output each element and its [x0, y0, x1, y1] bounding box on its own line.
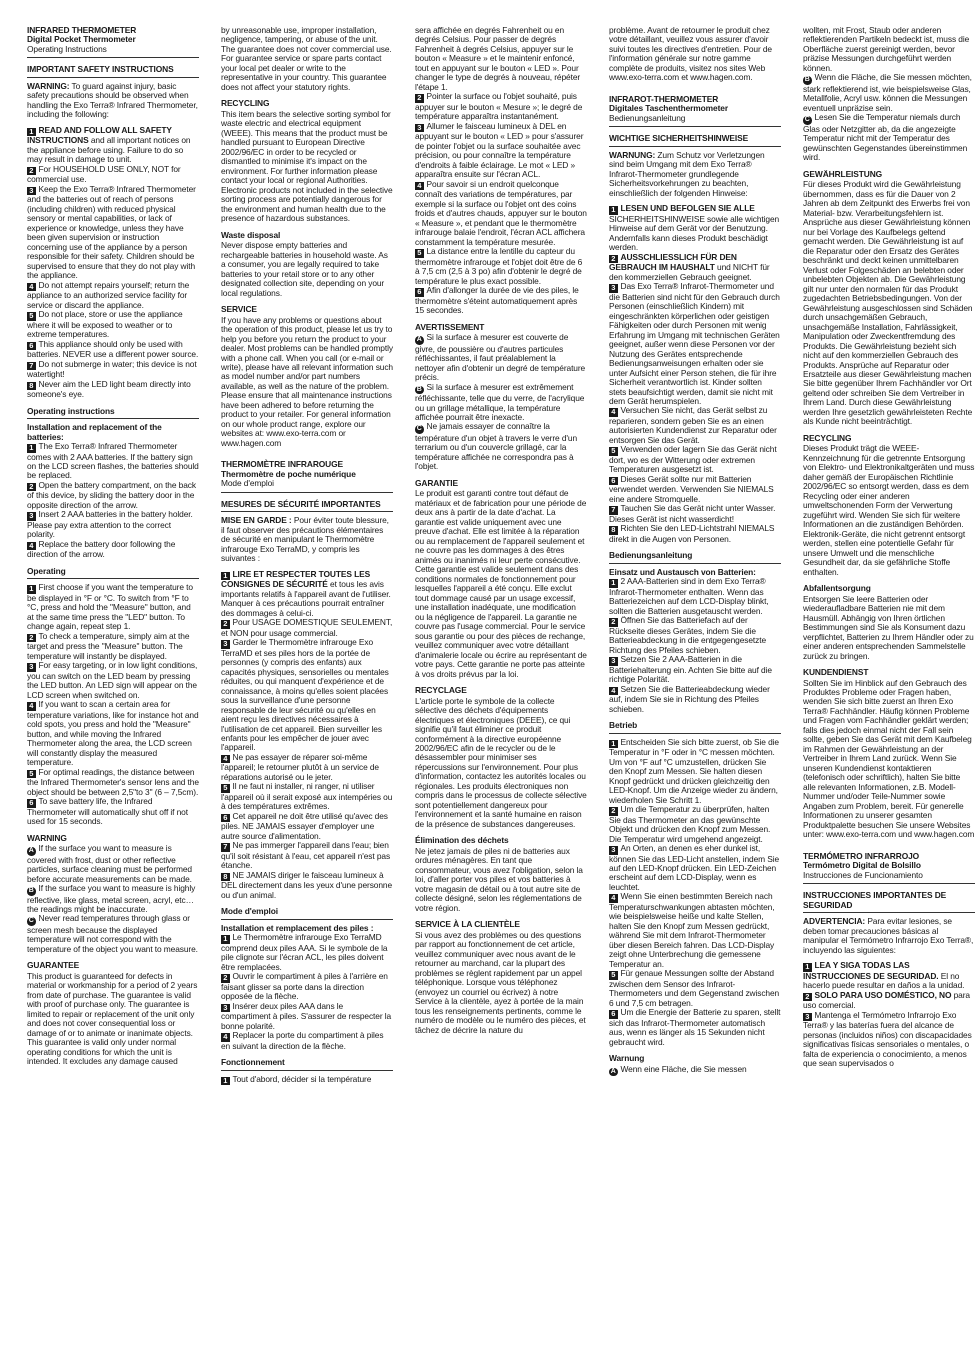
install-list-de	[609, 577, 781, 714]
install-heading-de: Einsatz und Austausch von Batterien:	[609, 566, 756, 577]
install-list-en	[27, 442, 199, 560]
safety-list-en	[27, 126, 199, 400]
list-item: 2 Ouvrir le compartiment à piles à l'arrière en faisant glisser sa porte dans la direction opposée de la flèche.	[221, 971, 388, 1002]
list-item: 1 The Exo Terra® Infrared Thermometer comes with 2 AAA batteries. If the battery sign on the LCD screen flashes, the batteries should be replaced.	[27, 441, 199, 481]
warning-paragraph-es: ADVERTENCIA: Para evitar lesiones, se deben tomar precauciones básicas al manipular el Termómetro Infrarrojo Exo Terra®, incluyendo las siguientes:	[803, 916, 974, 955]
number-badge: 3	[27, 187, 36, 196]
subtitle-es: Termómetro Digital de Bolsillo	[803, 860, 921, 871]
column-english-french	[221, 26, 393, 1344]
title-fr: THERMOMÈTRE INFRAROUGE	[221, 459, 344, 470]
list-item: B Wenn die Fläche, die Sie messen möchten, stark reflektierend ist, wie beispielsweise Glas, Metallfolie, Acryl usw. können die Messungen eventuell unpräzise sein.	[803, 72, 972, 113]
abfall-text-de: Entsorgen Sie leere Batterien oder wiederaufladbare Batterien nie mit dem Hausmüll. Abhängig von Ihren örtlichen Bestimmungen sind Sie als Konsument dazu verpflichtet, Batterien zu Ihrem Händler oder zu einer anderen entsprechenden Sammelstelle zurück zu bringen.	[803, 593, 974, 661]
list-item: 2 Pour USAGE DOMESTIQUE SEULEMENT, et NON pour usage commercial.	[221, 617, 393, 638]
number-badge: 2	[609, 618, 618, 627]
recycling-text-de: Dieses Produkt trägt die WEEE-Kennzeichnung für die getrennte Entsorgung von Elektro- und Elektronikaltgeräten und muss daher gemäß der Europäischen Richtlinie 2002/96/EC so entsorgt werden, dass es dem Recycling oder einer anderen umweltschonenden Form der Verwertung zugeführt wird. Wenden Sie sich für weitere Informationen an die zuständigen Behörden. Elektronik-Geräte, die nicht getrennt entsorgt werden, stellen eine potentielle Gefahr für unsere Umwelt und die menschliche Gesundheit dar, da sie gefährliche Stoffe enthalten.	[803, 443, 975, 577]
list-item: 4 Versuchen Sie nicht, das Gerät selbst zu reparieren, sondern geben Sie es an einen autorisierten Kundendienst zur Reparatur oder entsorgen Sie das Gerät.	[609, 405, 777, 445]
service-cont-fr: problème. Avant de retourner le produit chez votre détaillant, veuillez vous assurer d'avoir suivi toutes les directives d'entretien. Pour de l'information générale sur notre gamme complète de produits, visitez nos sites Web www.exo-terra.com et www.hagen.com.	[609, 25, 772, 83]
list-item: C Never read temperatures through glass or screen mesh because the displayed temperature will not correspond with the temperature of the object you want to measure.	[27, 913, 198, 954]
column-french	[415, 26, 587, 1344]
list-item: 5 Für genaue Messungen sollte der Abstand zwischen dem Sensor des Infrarot-Thermometers und dem Gegenstand zwischen 6 und 7,5 cm betragen.	[609, 968, 780, 1008]
betrieb-heading-de: Betrieb	[609, 721, 781, 733]
list-item: A If the surface you want to measure is covered with frost, dust or other reflective particles, surface cleaning must be performed before accurate measurements can be made.	[27, 843, 192, 884]
safety-heading-en: IMPORTANT SAFETY INSTRUCTIONS	[27, 65, 199, 77]
kundendienst-heading-de: KUNDENDIENST	[803, 667, 869, 678]
gewaehrleistung-heading-de: GEWÄHRLEISTUNG	[803, 168, 883, 179]
garantie-text-fr: Le produit est garanti contre tout défaut de matériaux et de fabrication pour une période de deux ans à partir de la date d'achat. La garantie est valide uniquement avec une preuve d'achat. Elle est limitée à la réparation ou au remplacement de l'appareil seulement et ne couvre pas les dommages à des êtres animés ou inanimés ni leur perte consécutive. Cette garantie est valide seulement dans des conditions normales de fonctionnement pour lesquelles l'appareil a été conçu. Elle exclut tout dommage causé par un usage excessif, une installation inadéquate, une modification ou la négligence de l'appareil. La garantie ne couvre pas l'usage commercial. Pour le service sous garantie ou pour des pièces de rechange, veuillez communiquer avec votre détaillant d'animalerie locale ou écrire au représentant de votre pays. Cette garantie ne porte pas atteinte à vos droits prévus par la loi.	[415, 488, 587, 679]
elimination-text-fr: Ne jetez jamais de piles ni de batteries aux ordures ménagères. En tant que consommateur, vous avez l'obligation, selon la loi, d'aller porter vos piles et vos batteries à votre magasin de détail ou à tout autre site de collecte désigné, selon les réglementations de votre région.	[415, 845, 583, 913]
number-badge: 4	[415, 182, 424, 191]
list-item: 3 For easy targeting, or in low light conditions, you can switch on the LED beam by pressing the LED button. An LED sign will appear on the LCD screen when switched on.	[27, 660, 198, 700]
gewaehrleistung-text-de: Für dieses Produkt wird die Gewährleistung übernommen, dass es für die Dauer von 2 Jahren ab dem Zeitpunkt des Erwerbs frei von Material- bzw. Verarbeitungsfehlern ist. Ansprüche aus dieser Gewährleistung können nur bei Vorlage des Kaufbelegs geltend gemacht werden. Die Gewährleistung ist auf die Reparatur oder den Ersatz des Gerätes beschränkt und deckt keinen unmittelbaren Verlust oder Folgeschäden an belebten oder unbelebten Objekten ab. Die Gewährleistung gilt nur unter den normalen für das Produkt zugedachten Betriebsbedingungen. Von der Gewährleistung ausgeschlossen sind Schäden durch unsachgemäßen Gebrauch, unsachgemäße Installation, Fahrlässigkeit, Manipulation oder Zweckentfremdung des Produkts. Die Gewährleistung bezieht sich nicht auf den kommerziellen Gebrauch des Produkts. Ansprüche auf Reparatur oder Ersatzteile aus dieser Gewährleistung machen Sie bitte gegenüber Ihrem Fachhändler vor Ort geltend oder schreiben Sie dem Vertreiber in Ihrem Land. Durch diese Gewährleistung werden Ihre gesetzlich gewährleisteten Rechte als Kunde nicht beeinträchtigt.	[803, 179, 973, 427]
number-badge: 4	[609, 687, 618, 696]
warning-label-de: WARNUNG:	[609, 149, 656, 160]
list-item: 2 For HOUSEHOLD USE ONLY, NOT for commercial use.	[27, 163, 181, 185]
safety-heading-de: WICHTIGE SICHERHEITSHINWEISE	[609, 134, 781, 146]
recycling-heading-en: RECYCLING	[221, 98, 270, 109]
list-item: 3 Mantenga el Termómetro Infrarrojo Exo Terra® y las baterías fuera del alcance de personas (incluidos niños) con discapacidades significativas físicas sensoriales o mentales, o falta de experiencia o conocimiento, a menos que sean supervisados o	[803, 1009, 972, 1068]
number-badge: 4	[221, 755, 230, 764]
subtitle2-en: Operating Instructions	[27, 43, 107, 54]
list-item: 5 For optimal readings, the distance between the Infrared Thermometer's sensor lens and the object should be between 2,5"to 3" (6 – 7,5cm).	[27, 766, 199, 797]
betrieb-list-de	[609, 738, 781, 1048]
number-badge: 1	[803, 963, 812, 972]
number-badge: 5	[27, 312, 36, 321]
list-item: 7 Do not submerge in water; this device is not watertight!	[27, 358, 197, 380]
safety-heading-fr: MESURES DE SÉCURITÉ IMPORTANTES	[221, 500, 393, 512]
warning-paragraph-de: WARNUNG: Zum Schutz vor Verletzungen sind beim Umgang mit dem Exo Terra® Infrarot-Thermometer grundlegende Sicherheitsvorkehrungen zu beachten, einschließlich der folgenden Hinweise:	[609, 149, 765, 198]
number-badge: 3	[609, 657, 618, 666]
elimination-heading-fr: Élimination des déchets	[415, 835, 509, 846]
recyclage-heading-fr: RECYCLAGE	[415, 685, 467, 696]
operating-cont-fr: sera affichée en degrés Fahrenheit ou en degrés Celsius. Pour passer de degrés Fahrenheit à degrés Celsius, appuyer sur le bouton « Measure » et le maintenir enfoncé, tout en appuyant sur le bouton « LED ». Pour changer le type de degrés à nouveau, répéter l'étape 1.	[415, 25, 581, 92]
bedienung-heading-de: Bedienungsanleitung	[609, 551, 781, 563]
number-badge: 5	[415, 249, 424, 258]
subtitle2-de: Bedienungsanleitung	[609, 112, 686, 123]
number-badge: 1	[609, 206, 618, 215]
list-item: 6 To save battery life, the Infrared Thermometer will automatically shut off if not used for 15 seconds.	[27, 796, 188, 827]
operating-list-fr	[415, 92, 587, 315]
number-badge: 4	[27, 702, 36, 711]
list-item: B Si la surface à mesurer est extrêmement réfléchissante, telle que du verre, de l'acrylique ou un grillage métallique, la température affichée pourrait être inexacte.	[415, 381, 585, 422]
subtitle-de: Digitales Taschenthermometer	[609, 103, 728, 114]
list-item: A Wenn eine Fläche, die Sie messen	[610, 1063, 747, 1075]
number-badge: 3	[415, 124, 424, 133]
number-badge: 2	[27, 634, 36, 643]
kundendienst-text-de: Sollten Sie im Hinblick auf den Gebrauch des Produktes Probleme oder Fragen haben, wenden Sie sich bitte zuerst an Ihren Exo Terra® Fachhändler. Häufig können Probleme und Fragen vom Fachhändler geklärt werden; falls dies jedoch einmal nicht der Fall sein sollte, geben Sie das Gerät mit dem Kaufbeleg im Rahmen der Gewährleistung an der Vertreiber in Ihrem Land zurück. Wenn Sie unseren Kundendienst kontaktieren (telefonisch oder schriftlich), halten Sie bitte alle relevanten Informationen, z.B. Modell-Nummer und/oder Teile-Nummer sowie Angaben zum Problem, bereit. Für generelle Informationen zu unserer gesamten Produktpalette besuchen Sie unsere Websites unter: www.exo-terra.com und www.hagen.com	[803, 677, 975, 840]
recycling-heading-de: RECYCLING	[803, 432, 852, 443]
list-item: 8 Richten Sie den LED-Lichtstrahl NIEMALS direkt in die Augen von Personen.	[609, 523, 775, 544]
operating-instructions-heading-en: Operating instructions	[27, 407, 199, 419]
list-item: 7 Ne pas immerger l'appareil dans l'eau; bien qu'il soit résistant à l'eau, cet appareil n'est pas étanche.	[221, 840, 391, 871]
install-heading-en: Installation and replacement of the batteries:	[27, 422, 162, 442]
list-item: 6 Afin d'allonger la durée de vie des piles, le thermomètre s'éteint automatiquement après 15 secondes.	[415, 285, 579, 316]
fonct-heading-fr: Fonctionnement	[221, 1058, 393, 1070]
list-item: 7 Tauchen Sie das Gerät nicht unter Wasser. Dieses Gerät ist nicht wasserdicht!	[609, 503, 776, 524]
list-item: 4 Wenn Sie einen bestimmten Bereich nach Temperaturschwankungen abtasten möchten, wie beispielsweise heiße und kalte Stellen, halten Sie den Knopf zum Messen gedrückt, während Sie mit dem Infrarot-Thermometer über diesen Bereich fahren. Das LCD-Display zeigt ohne Unterbrechung die gemessene Temperatur an.	[609, 891, 775, 969]
number-badge: 6	[609, 1010, 618, 1019]
number-badge: 1	[221, 935, 230, 944]
list-item: 5 Il ne faut ni installer, ni ranger, ni utiliser l'appareil où il serait exposé aux intempéries ou à des températures extrêmes.	[221, 781, 393, 812]
list-item: 2 To check a temperature, simply aim at the target and press the "Measure" button. The temperature will instantly be displayed.	[27, 630, 190, 661]
list-item: 5 La distance entre la lentille du capteur du thermomètre infrarouge et l'objet doit être de 6 à 7,5 cm (2,5 à 3 po) afin d'obtenir le degré de température le plus exact possible.	[415, 246, 583, 286]
list-item: B If the surface you want to measure is highly reflective, like glass, metal screen, acryl, etc…the readings might be inaccurate.	[27, 883, 196, 914]
number-badge: 4	[221, 1033, 230, 1042]
number-badge: 1	[609, 579, 618, 588]
list-item: 4 Replace the battery door following the direction of the arrow.	[27, 538, 176, 560]
number-badge: 1	[27, 585, 36, 594]
subtitle2-es: Instrucciones de Funcionamiento	[803, 869, 923, 880]
title-block-es	[803, 852, 975, 884]
number-badge: 1	[27, 128, 36, 137]
number-badge: 6	[27, 342, 36, 351]
mode-heading-fr: Mode d'emploi	[221, 907, 393, 919]
garantie-heading-fr: GARANTIE	[415, 477, 458, 488]
guarantee-cont-en: by unreasonable use, improper installation, negligence, tampering, or abuse of the unit. The guarantee does not cover commercial use. For guarantee service or spare parts contact your local pet dealer or write to the representative in your country. This guarantee does not affect your statutory rights.	[221, 25, 392, 92]
number-badge: 2	[27, 167, 36, 176]
list-item: 6 Cet appareil ne doit être utilisé qu'avec des piles. NE JAMAIS essayer d'employer une autre source d'alimentation.	[221, 810, 388, 841]
safety-list-fr	[221, 570, 393, 901]
number-badge: 5	[27, 770, 36, 779]
list-item: 4 Do not attempt repairs yourself; return the appliance to an authorized service facility for service or discard the appliance.	[27, 279, 190, 310]
number-badge: 2	[803, 993, 812, 1002]
list-item: 1 Entscheiden Sie sich bitte zuerst, ob Sie die Temperatur in °F oder in °C messen möchten. Um von °F auf °C umzustellen, drücken Sie den Knopf zum Messen. Sie halten diesen Knopf gedrückt und drücken gleichzeitig den LED-Knopf. Um die Anzeige wieder zu ändern, wiederholen Sie Schritt 1.	[609, 736, 779, 805]
warning-list-en	[27, 844, 199, 954]
list-item: 3 Allumer le faisceau lumineux à DEL en appuyant sur le bouton « LED » pour s'assurer de pointer l'objet ou la surface souhaitée avec précision, ou pour connaître la température d'endroits à faible éclairage. Le mot « LED » apparaîtra ensuite sur l'écran ACL.	[415, 120, 584, 180]
warnung-heading-de: Warnung	[609, 1053, 645, 1064]
list-item: 8 Never aim the LED light beam directly into someone's eye.	[27, 378, 191, 400]
warning-label-fr: MISE EN GARDE :	[221, 515, 292, 526]
subtitle-fr: Thermomètre de poche numérique	[221, 468, 356, 479]
list-item: 6 Um die Energie der Batterie zu sparen, stellt sich das Infrarot-Thermometer automatisch aus, wenn es länger als 15 Sekunden nicht gebraucht wird.	[609, 1007, 781, 1047]
number-badge: 6	[221, 814, 230, 823]
list-item: C Ne jamais essayer de connaître la température d'un objet à travers le verre d'un terrarium ou d'un couvercle grillagé, car la température affichée ne correspondra pas à l'objet.	[415, 421, 578, 472]
list-item: C Lesen Sie die Temperatur niemals durch Glas oder Netzgitter ab, da die angezeigte Temperatur nicht mit der Temperatur des gewünschten Gegenstandes übereinstimmen wird.	[803, 112, 968, 163]
number-badge: 3	[221, 640, 230, 649]
list-item: 6 This appliance should only be used with batteries. NEVER use a different power source.	[27, 338, 199, 360]
list-item: 1 LESEN UND BEFOLGEN SIE ALLE SICHERHEITSHINWEISE sowie alle wichtigen Hinweise auf dem Gerät vor der Benutzung. Andernfalls kann dieses Produkt beschädigt werden.	[609, 203, 780, 253]
warning-heading-en: WARNING	[27, 832, 67, 843]
list-item: 3 Keep the Exo Terra® Infrared Thermometer and the batteries out of reach of persons (including children) with reduced physical sensory or mental capabilities, or lack of experience or knowledge, unless they have been given supervision or instruction concerning use of the appliance by a person responsible for their safety. Children should be supervised to ensure that they do not play with the appliance.	[27, 183, 196, 281]
avert-list-fr	[415, 333, 587, 472]
list-item: 2 Pointer la surface ou l'objet souhaité, puis appuyer sur le bouton « Mesure »; le degré de température apparaîtra instantanément.	[415, 91, 583, 122]
list-item: 5 Do not place, store or use the appliance where it will be exposed to weather or to extreme temperatures.	[27, 309, 183, 340]
letter-badge: C	[804, 116, 810, 124]
warnung-list-de	[803, 73, 975, 162]
service-heading-fr: SERVICE À LA CLIENTÈLE	[415, 919, 520, 930]
safety-list-de	[609, 204, 781, 544]
list-item: 1 Tout d'abord, décider si la température	[221, 1075, 393, 1086]
column-french-german	[609, 26, 781, 1344]
guarantee-text-en: This product is guaranteed for defects in material or workmanship for a period of 2 years from date of purchase. The guarantee is valid with proof of purchase only. The guarantee is limited to repair or replacement of the unit only and does not cover consequential loss or damage of or to animate or inanimate objects. This guarantee is valid only under normal operating conditions for which the unit is intended. It excludes any damage caused	[27, 970, 198, 1067]
warning-paragraph-en: WARNING: To guard against injury, basic safety precautions should be observed when handling the Exo Terra® Infrared Thermometer, including the following:	[27, 80, 198, 120]
list-item: 4 Ne pas essayer de réparer soi-même l'appareil; le retourner plutôt à un service de réparations autorisé ou le jeter.	[221, 751, 379, 782]
waste-text-en: Never dispose empty batteries and rechargeable batteries in household waste. As a consumer, you are legally required to take batteries to your retail store or to any other designated collection site, depending on your local regulations.	[221, 240, 388, 298]
service-text-fr: Si vous avez des problèmes ou des questions par rapport au fonctionnement de cet article, veuillez communiquer avec nous avant de le retourner au marchand, car la plupart des problèmes se règlent rapidement par un appel téléphonique. Lorsque vous téléphonez (envoyez un courriel ou écrivez) à notre Service à la clientèle, ayez à portée de la main tous les renseignements pertinents, comme le numéro de modèle ou le numéro des pièces, et tâchez de décrire la nature du	[415, 929, 586, 1035]
title-es: TERMÓMETRO INFRARROJO	[803, 850, 920, 861]
list-item: 4 Pour savoir si un endroit quelconque connaît des variations de températures, par exemple si la surface ou l'objet ont des coins froids et d'autres chauds, appuyer sur le bouton « Measure », et pendant que le thermomètre infrarouge balaie l'endroit, l'écran ACL affichera constamment la température mesurée.	[415, 178, 587, 247]
recyclage-text-fr: L'article porte le symbole de la collecte sélective des déchets d'équipements électriques et électroniques (DEEE), ce qui signifie qu'il faut éliminer ce produit conformément à la directive européenne 2002/96/EC afin de le recycler ou de le désassembler pour minimiser ses répercussions sur l'environnement. Pour plus d'information, contactez les autorités locales ou régionales. Les produits électroniques non compris dans le processus de collecte sélective sont potentiellement dangereux pour l'environnement et la santé humaine en raison de la présence de substances dangereuses.	[415, 695, 587, 829]
safety-list-es	[803, 961, 975, 1068]
warning-label-es: ADVERTENCIA:	[803, 916, 866, 927]
list-item: 2 Um die Temperatur zu überprüfen, halten Sie das Thermometer an das gewünschte Objekt und drücken den Knopf zum Messen. Die Temperatur wird umgehend angezeigt.	[609, 804, 771, 844]
number-badge: 3	[609, 846, 618, 855]
list-item: 2 Open the battery compartment, on the back of this device, by sliding the battery door in the opposite direction of the arrow.	[27, 479, 196, 510]
number-badge: 3	[803, 1013, 812, 1022]
list-item: 3 Setzen Sie 2 AAA-Batterien in die Batteriehalterung ein. Achten Sie bitte auf die richtige Polarität.	[609, 654, 772, 685]
warning-paragraph-fr: MISE EN GARDE : Pour éviter toute blessure, il faut observer des précautions élémentaires de sécurité en manipulant le Thermomètre infrarouge Exo TerraMD, y compris les suivantes :	[221, 515, 389, 564]
subtitle-en: Digital Pocket Thermometer	[27, 34, 136, 45]
letter-badge: C	[28, 917, 34, 925]
number-badge: 5	[221, 784, 230, 793]
list-item: 3 Insérer deux piles AAA dans le compartiment à piles. S'assurer de respecter la bonne polarité.	[221, 1000, 392, 1031]
list-item: 1 First choose if you want the temperature to be displayed in °F or °C. To switch from °F to °C, press and hold the "Measure" button, and at the same time press the "LED" button. To change again, repeat step 1.	[27, 582, 193, 632]
letter-badge: A	[28, 847, 34, 855]
title-en: INFRARED THERMOMETER	[27, 25, 137, 35]
number-badge: 1	[609, 740, 618, 749]
number-badge: 5	[609, 447, 618, 456]
letter-badge: A	[610, 1067, 616, 1075]
number-badge: 6	[27, 799, 36, 808]
letter-badge: B	[28, 887, 34, 895]
number-badge: 7	[27, 362, 36, 371]
number-badge: 3	[609, 284, 618, 293]
warning-label-en: WARNING:	[27, 80, 70, 91]
warnung-cont-de: wollten, mit Frost, Staub oder anderen reflektierenden Partikeln bedeckt ist, muss die Oberfläche zuerst gereinigt werden, bevor präzise Messungen durchgeführt werden können.	[803, 25, 970, 73]
number-badge: 8	[27, 382, 36, 391]
list-item: 4 Setzen Sie die Batterieabdeckung wieder auf, indem Sie sie in Richtung des Pfeiles schieben.	[609, 683, 770, 714]
list-item: 3 Garder le Thermomètre infrarouge Exo TerraMD et ses piles hors de la portée de personnes (y compris des enfants) aux capacités physiques, sensorielles ou mentales réduites, ou qui manquent d'expérience et de connaissance, à moins qu'elles soient placées sous la surveillance d'une personne responsable de leur sécurité ou qu'elles en aient reçu les directives nécessaires à l'utilisation de cet appareil. Bien surveiller les enfants pour les empêcher de jouer avec l'appareil.	[221, 637, 389, 753]
list-item: 3 An Orten, an denen es eher dunkel ist, können Sie das LED-Licht anstellen, indem Sie auf den LED-Knopf drücken. Ein LED-Zeichen erscheint auf dem LCD-Display, wenn es leuchtet.	[609, 843, 780, 892]
number-badge: 2	[221, 974, 230, 983]
number-badge: 2	[609, 807, 618, 816]
title-block-fr	[221, 460, 393, 492]
number-badge: 2	[221, 620, 230, 629]
letter-badge: B	[804, 76, 810, 84]
list-item: 6 Dieses Gerät sollte nur mit Batterien verwendet werden. Verwenden Sie NIEMALS eine andere Stromquelle.	[609, 473, 774, 504]
subtitle2-fr: Mode d'emploi	[221, 478, 274, 489]
title-de: INFRAROT-THERMOMETER	[609, 93, 719, 104]
number-badge: 8	[221, 873, 230, 882]
list-item: A Si la surface à mesurer est couverte de givre, de poussière ou d'autres particules réfléchissantes, il faut préalablement la nettoyer afin d'obtenir un degré de température précis.	[415, 332, 586, 383]
letter-badge: A	[416, 336, 422, 344]
number-badge: 6	[609, 477, 618, 486]
title-block-en	[27, 26, 199, 58]
list-item: 3 Das Exo Terra® Infrarot-Thermometer und die Batterien sind nicht für den Gebrauch durch Personen (einschließlich Kindern) mit eingeschränkten körperlichen oder geistigen Fähigkeiten oder durch Personen mit wenig Erfahrung im Umgang mit technischen Geräten geeignet, außer wenn diese Personen vor der Nutzung des Gerätes entsprechende Bedienungsanweisungen erhalten oder sie unter Aufsicht einer Person stehen, die für ihre Sicherheit verantwortlich ist. Kinder sollten stets beaufsichtigt werden, damit sie nicht mit dem Gerät herumspielen.	[609, 281, 780, 406]
list-item: 8 NE JAMAIS diriger le faisceau lumineux à DEL directement dans les yeux d'une personne ou d'un animal.	[221, 869, 393, 900]
number-badge: 7	[609, 506, 618, 515]
list-item: 1 LIRE ET RESPECTER TOUTES LES CONSIGNES DE SÉCURITÉ et tous les avis importants relatifs à l'appareil avant de l'utiliser. Manquer à ces précautions pourrait entraîner des dommages à celui-ci.	[221, 568, 391, 618]
number-badge: 7	[221, 843, 230, 852]
number-badge: 4	[27, 542, 36, 551]
number-badge: 8	[609, 526, 618, 535]
list-item: 4 If you want to scan a certain area for temperature variations, like for instance hot and cold spots, you press and hold the "Measure" button, and while moving the Infrared Thermometer along the area, the LCD screen will constantly display the measured temperature.	[27, 699, 199, 768]
list-item: 1 Le Thermomètre infrarouge Exo TerraMD comprend deux piles AAA. Si le symbole de la pile clignote sur l'écran ACL, les piles doivent être remplacées.	[221, 932, 388, 972]
list-item: 1 LEA Y SIGA TODAS LAS INSTRUCCIONES DE SEGURIDAD. El no hacerlo puede resultar en daños a la unidad.	[803, 960, 965, 991]
list-item: 4 Replacer la porte du compartiment à piles en suivant la direction de la flèche.	[221, 1030, 384, 1051]
avert-heading-fr: AVERTISSEMENT	[415, 321, 485, 332]
list-item: 1 2 AAA-Batterien sind in dem Exo Terra® Infrarot-Thermometer enthalten. Wenn das Batteriezeichen auf dem LCD-Display blinkt, sollten die Batterien ausgetauscht werden.	[609, 576, 769, 616]
guarantee-heading-en: GUARANTEE	[27, 960, 80, 971]
list-item: 1 READ AND FOLLOW ALL SAFETY INSTRUCTIONS and all important notices on the appliance before using. Failure to do so may result in damage to unit.	[27, 124, 191, 165]
install-list-fr	[221, 933, 393, 1051]
number-badge: 3	[27, 512, 36, 521]
column-english	[27, 26, 199, 1344]
number-badge: 2	[27, 483, 36, 492]
service-heading-en: SERVICE	[221, 304, 257, 315]
number-badge: 5	[609, 971, 618, 980]
operating-list-en	[27, 583, 199, 826]
title-block-de	[609, 95, 781, 127]
number-badge: 3	[221, 1004, 230, 1013]
number-badge: 4	[27, 283, 36, 292]
safety-heading-es: INSTRUCCIONES IMPORTANTES DE SEGURIDAD	[803, 891, 975, 913]
number-badge: 2	[415, 94, 424, 103]
number-badge: 1	[221, 572, 230, 581]
install-heading-fr: Installation et remplacement des piles :	[221, 922, 374, 933]
list-item: 2 Öffnen Sie das Batteriefach auf der Rückseite dieses Gerätes, indem Sie die Batterieabdeckung in die entgegengesetzte Richtung des Pfeiles schieben.	[609, 615, 767, 655]
number-badge: 4	[609, 894, 618, 903]
number-badge: 1	[27, 444, 36, 453]
operating-heading-en: Operating	[27, 567, 199, 579]
list-item: 3 Insert 2 AAA batteries in the battery holder. Please pay extra attention to the correct polarity.	[27, 509, 193, 540]
number-badge: 6	[415, 288, 424, 297]
abfall-heading-de: Abfallentsorgung	[803, 583, 871, 594]
waste-heading-en: Waste disposal	[221, 229, 281, 240]
letter-badge: B	[416, 385, 422, 393]
number-badge: 4	[609, 408, 618, 417]
list-item: 2 AUSSCHLIESSLICH FÜR DEN GEBRAUCH IM HAUSHALT und NICHT für den kommerziellen Gebrauch geeignet.	[609, 251, 770, 282]
service-text-en: If you have any problems or questions about the operation of this product, please let us try to help you before you return the product to your dealer. Most problems can be handled promptly with a phone call. When you call (or e-mail or write), please have all relevant information such as model number and/or part numbers available, as well as the nature of the problem. Please ensure that all maintenance instructions have been adhered to before returning the product to your retailer. For general information on our whole product range, explore our websites at: www.exo-terra.com or www.hagen.com	[221, 314, 393, 448]
list-item: 2 SOLO PARA USO DOMÉSTICO, NO para uso comercial.	[803, 989, 970, 1011]
recycling-text-en: This item bears the selective sorting symbol for waste electric and electrical equipment (WEEE). This means that the product must be handled pursuant to European Directive 2002/96/EC in order to be recycled or dismantled to minimise it's impact on the environment. For further information please contact your local or regional Authorities. Electronic products not included in the selective sorting process are potentially dangerous for the environment and human health due to the presence of hazardous substances.	[221, 108, 393, 224]
list-item: 5 Verwenden oder lagern Sie das Gerät nicht dort, wo es der Witterung oder extremen Temperaturen ausgesetzt ist.	[609, 444, 777, 475]
number-badge: 2	[609, 255, 618, 264]
letter-badge: C	[416, 425, 422, 433]
column-german-spanish	[803, 26, 975, 1344]
number-badge: 3	[27, 663, 36, 672]
number-badge: 1	[221, 1077, 230, 1086]
